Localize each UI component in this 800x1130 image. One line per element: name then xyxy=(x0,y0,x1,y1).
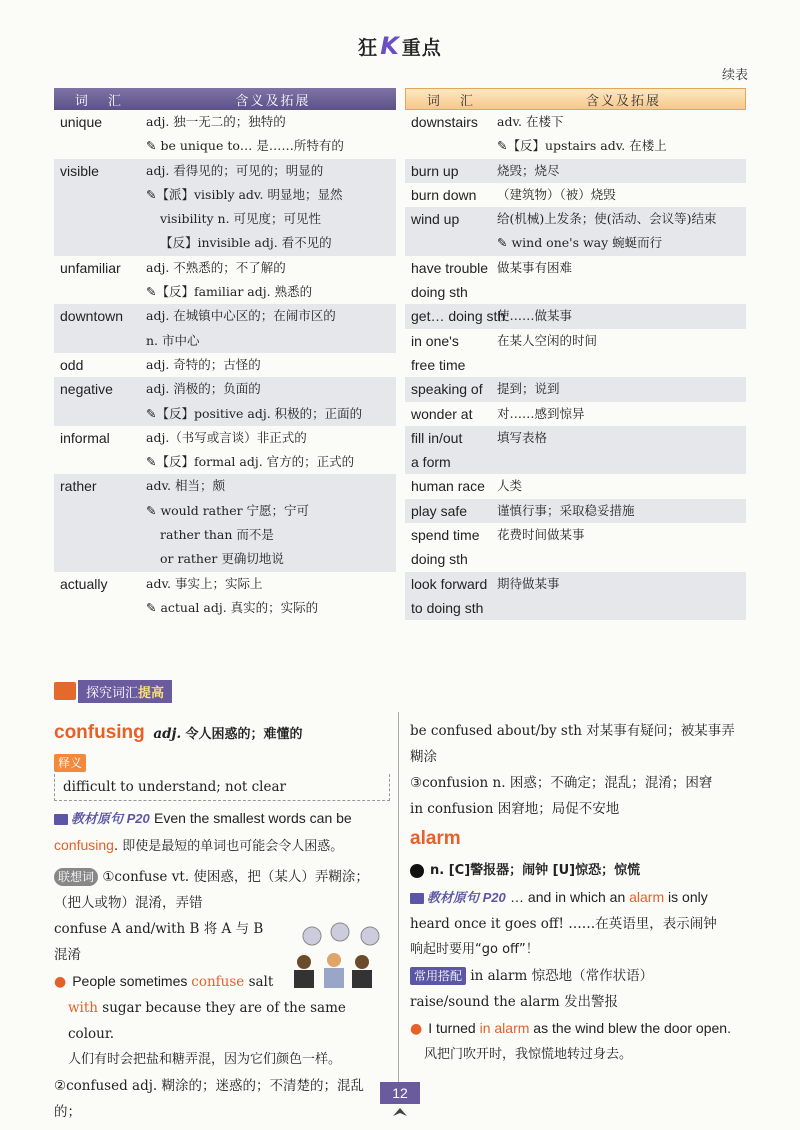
collocation-badge: 常用搭配 xyxy=(410,967,466,985)
table-row xyxy=(54,474,396,571)
page-number: 12 xyxy=(380,1082,420,1104)
vocab-word: speaking of xyxy=(411,381,483,398)
vocab-word: get… doing sth xyxy=(411,308,506,325)
table-row xyxy=(405,207,746,256)
vocab-meaning: 提到；说到 xyxy=(497,381,560,397)
vocab-meaning: 填写表格 xyxy=(497,429,548,445)
table-row xyxy=(405,426,746,475)
vocab-word: actually xyxy=(60,575,108,592)
bird-icon xyxy=(392,1106,408,1120)
vocab-table-right xyxy=(405,88,746,620)
vocab-meaning: 使……做某事 xyxy=(497,308,573,324)
entry-alarm: be confused about/by sth 对某事有疑问；被某事弄 糊涂 ③confusion n. 困惑；不确定；混乱；混淆；困窘 in confusion 困窘地；局促不安地 alarm n. [C]警报器；闹钟 [U]惊恐；惊慌 教材原句 P20 … and in which an alarm is only heard once it goes off! ……在英语里，表示闹钟 响起时要用“go off”！ 常用搭配 in alarm 惊恐地（常作状语） raise/sound the alarm 发出警报 ● I turned in alarm as the wind blew the door open. 风把门吹开时，我惊慌地转过身去。 xyxy=(410,723,735,1062)
table-row xyxy=(54,572,396,621)
vocab-word: look forward to doing sth xyxy=(411,575,488,616)
bullet-icon: ● xyxy=(410,1021,423,1037)
table-row xyxy=(405,402,746,426)
vocab-meaning: adj. 不熟悉的；不了解的 ✎【反】familiar adj. 熟悉的 xyxy=(146,259,313,300)
vocab-word: burn down xyxy=(411,186,477,203)
table-row xyxy=(405,110,746,159)
table-row xyxy=(54,256,396,305)
table-row xyxy=(54,353,396,377)
vocab-word: visible xyxy=(60,162,99,179)
vocab-word: informal xyxy=(60,429,110,446)
vocab-meaning: 在某人空闲的时间 xyxy=(497,332,598,348)
vocab-word: rather xyxy=(60,478,97,495)
table-header: 词 汇 含义及拓展 xyxy=(405,88,746,110)
table-row xyxy=(405,572,746,621)
table-row xyxy=(405,304,746,328)
table-row xyxy=(405,377,746,401)
vocab-meaning: adj. 独一无二的；独特的 ✎ be unique to… 是……所特有的 xyxy=(146,114,344,154)
vocab-meaning: （建筑物）（被）烧毁 xyxy=(497,186,616,202)
table-row xyxy=(54,110,396,159)
vocab-meaning: adj. 消极的；负面的 ✎【反】positive adj. 积极的；正面的 xyxy=(146,381,363,421)
vocab-meaning: 烧毁；烧尽 xyxy=(497,162,560,178)
textbook-icon xyxy=(54,814,68,825)
vocab-meaning: adv. 相当；颇 ✎ would rather 宁愿；宁可 rather than 而不是 or rather 更确切地说 xyxy=(146,478,310,567)
table-row xyxy=(405,256,746,305)
vocab-meaning: adv. 事实上；实际上 ✎ actual adj. 真实的；实际的 xyxy=(146,575,319,615)
vocab-meaning: adj.（书写或言谈）非正式的 ✎【反】formal adj. 官方的；正式的 xyxy=(146,429,355,470)
vocab-meaning: 谨慎行事；采取稳妥措施 xyxy=(497,502,635,518)
vocab-meaning: adj. 看得见的；可见的；明显的 ✎【派】visibly adv. 明显地；显然 visibility n. 可见度；可见性 【反】invisible adj. 看不见的 xyxy=(146,162,343,251)
definition: difficult to understand; not clear xyxy=(54,774,390,801)
vocab-meaning: 人类 xyxy=(497,478,523,494)
textbook-icon xyxy=(410,893,424,904)
vocab-meaning: adj. 奇特的；古怪的 xyxy=(146,356,261,372)
vocab-word: have trouble doing sth xyxy=(411,259,489,301)
table-header: 词 汇 含义及拓展 xyxy=(54,88,396,110)
vocab-word: play safe xyxy=(411,502,468,519)
continued-label: 续表 xyxy=(721,68,748,83)
vocab-word: wonder at xyxy=(411,405,473,422)
definition-badge: 释义 xyxy=(54,754,86,772)
vocab-meaning: adj. 在城镇中心区的；在闹市区的 n. 市中心 xyxy=(146,308,336,348)
table-row xyxy=(405,159,746,183)
table-row xyxy=(54,426,396,475)
vocab-meaning: 做某事有困难 xyxy=(497,259,573,275)
table-row xyxy=(54,377,396,426)
table-row xyxy=(405,329,746,378)
headword: alarm xyxy=(410,828,461,849)
vocab-meaning: 对……感到惊异 xyxy=(497,405,585,421)
vocab-word: downtown xyxy=(60,308,124,325)
entry-confusing: confusing adj. 令人困惑的；难懂的 释义 difficult to understand; not clear 教材原句 P20 Even the smallest words can be confusing. 即使是最短的单词也可能会令人困惑。 联想词 ①confuse vt. 使困惑，把（某人）弄糊涂； （把人或物）混淆，弄错 confuse A and/with B 将 A 与 B 混淆 ● People sometimes confuse salt with sugar because they are of the same colour. 人们有时会把盐和糖弄混，因为它们颜色一样。 ②confused adj. 糊涂的；迷惑的；不清楚的；混乱的； xyxy=(54,718,390,1125)
table-row xyxy=(405,474,746,498)
vocab-meaning: 花费时间做某事 xyxy=(497,527,585,543)
headword: confusing xyxy=(54,722,145,743)
sense-number-icon xyxy=(410,864,424,878)
vocab-word: wind up xyxy=(411,211,460,228)
vocab-meaning: adv. 在楼下 ✎【反】upstairs adv. 在楼上 xyxy=(497,114,667,154)
bullet-icon: ● xyxy=(54,974,67,990)
table-row xyxy=(405,499,746,523)
vocab-table-left xyxy=(54,88,396,620)
vocab-word: fill in/out a form xyxy=(411,429,463,471)
people-illustration xyxy=(282,922,392,988)
vocab-word: unique xyxy=(60,114,103,130)
vocab-word: in one's free time xyxy=(411,332,466,373)
vocab-word: burn up xyxy=(411,162,459,179)
table-row xyxy=(54,159,396,256)
table-row xyxy=(405,183,746,207)
page-title: 狂K 重点 xyxy=(358,32,442,60)
vocab-word: odd xyxy=(60,356,84,373)
table-row xyxy=(54,304,396,353)
association-badge: 联想词 xyxy=(54,868,98,886)
vocab-word: unfamiliar xyxy=(60,259,121,276)
book-icon xyxy=(54,682,76,700)
vocab-word: negative xyxy=(60,381,113,398)
vocab-word: human race xyxy=(411,478,485,495)
vocab-meaning: 给(机械)上发条；使(活动、会议等)结束 ✎ wind one's way 蜿蜒而行 xyxy=(497,211,717,251)
table-row xyxy=(405,523,746,572)
vocab-meaning: 期待做某事 xyxy=(497,575,560,591)
column-divider xyxy=(398,712,399,1082)
vocab-word: downstairs xyxy=(411,114,478,130)
section-header: 探究词汇提高 xyxy=(54,680,172,702)
vocab-word: spend time doing sth xyxy=(411,527,480,568)
